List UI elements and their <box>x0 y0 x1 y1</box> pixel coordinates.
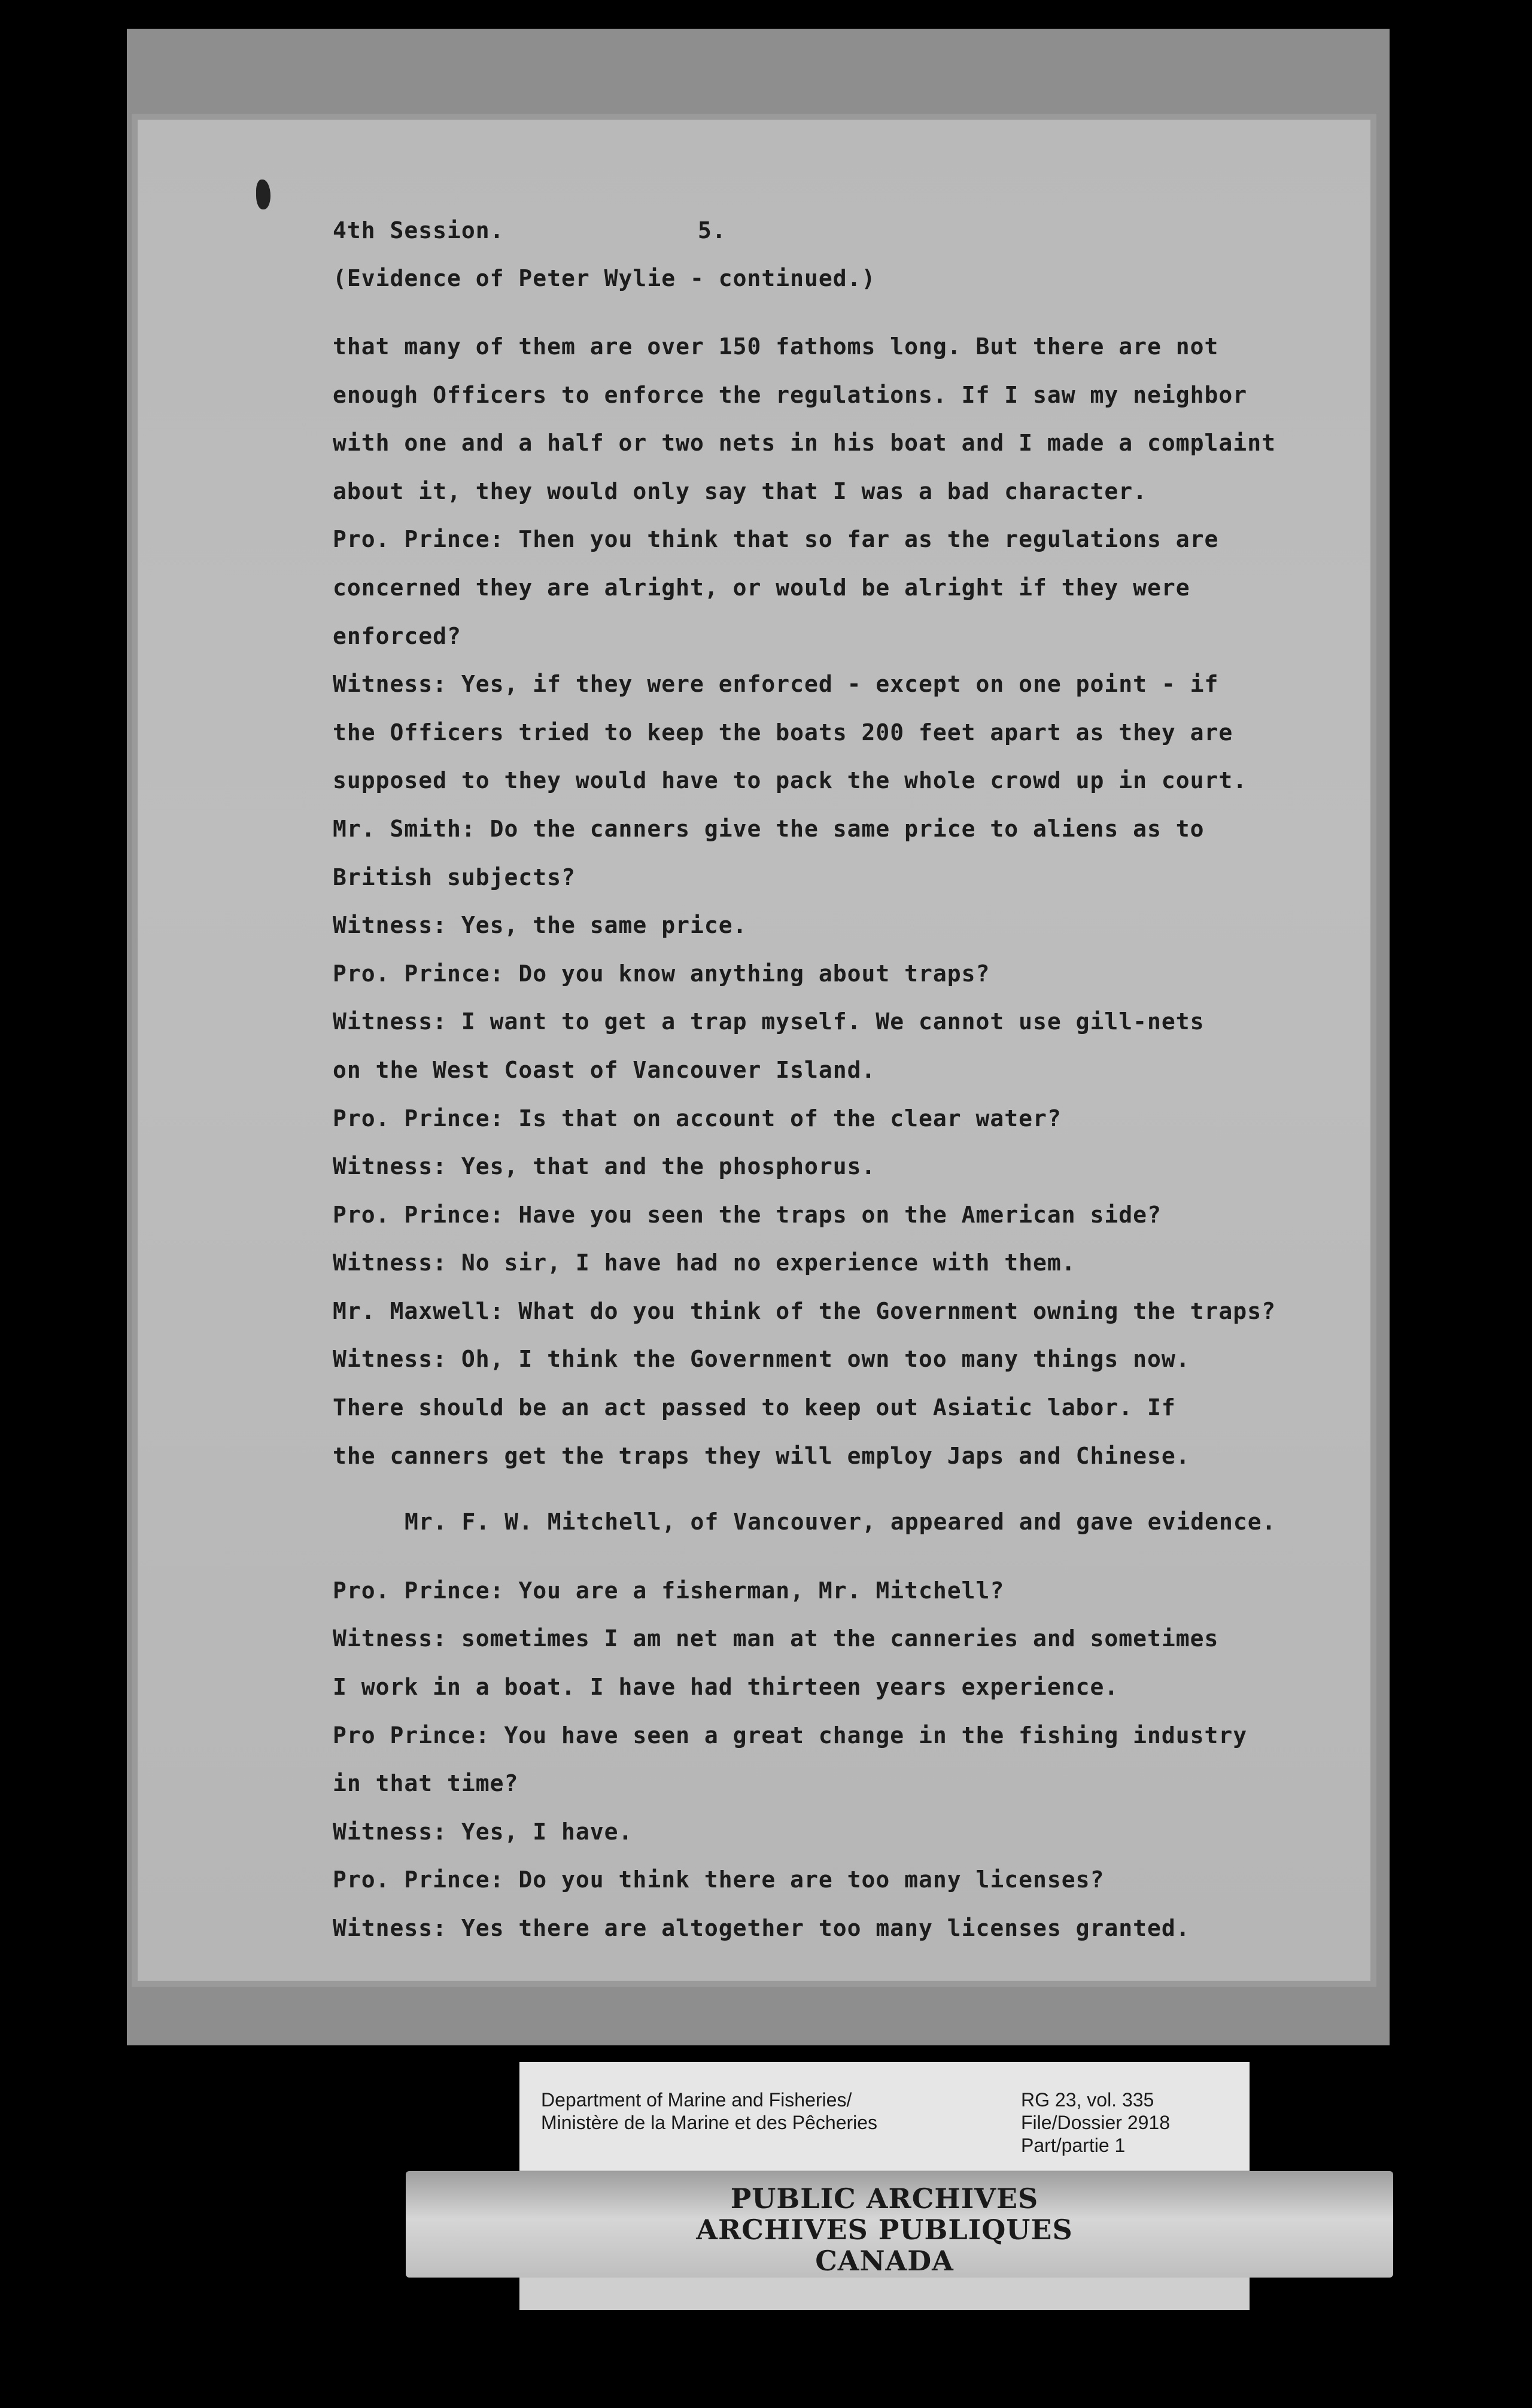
department-en: Department of Marine and Fisheries/ <box>541 2089 852 2111</box>
typed-document <box>333 206 1314 1953</box>
transcript-line: concerned they are alright, or would be alright if they were <box>333 574 1190 601</box>
archive-label <box>519 2062 1250 2170</box>
transcript-line: There should be an act passed to keep out Asiatic labor. If <box>333 1394 1176 1421</box>
transcript-line: enforced? <box>333 622 461 649</box>
transcript-line: on the West Coast of Vancouver Island. <box>333 1056 876 1083</box>
transcript-line: I work in a boat. I have had thirteen years experience. <box>333 1674 1119 1701</box>
transcript-line: Witness: Yes, I have. <box>333 1818 633 1845</box>
transcript-line: Witness: Yes there are altogether too many licenses granted. <box>333 1915 1190 1941</box>
transcript-line: the canners get the traps they will employ Japs and Chinese. <box>333 1442 1190 1469</box>
transcript-line: the Officers tried to keep the boats 200 feet apart as they are <box>333 719 1233 746</box>
transcript-line: Pro. Prince: Do you think there are too many licenses? <box>333 1866 1105 1893</box>
session-label: 4th Session. <box>333 217 504 244</box>
witness-intro: Mr. F. W. Mitchell, of Vancouver, appeared and gave evidence. <box>405 1509 1276 1536</box>
transcript-line: Pro. Prince: Do you know anything about traps? <box>333 960 990 987</box>
transcript-line: Pro Prince: You have seen a great change in the fishing industry <box>333 1722 1248 1749</box>
transcript-line: Witness: Yes, the same price. <box>333 912 747 939</box>
transcript-line: Witness: Oh, I think the Government own too many things now. <box>333 1346 1190 1373</box>
transcript-line: Mr. Smith: Do the canners give the same price to aliens as to <box>333 815 1205 842</box>
transcript-line: Pro. Prince: Is that on account of the clear water? <box>333 1105 1062 1132</box>
transcript-line: Mr. Maxwell: What do you think of the Government owning the traps? <box>333 1297 1276 1324</box>
page-number: 5. <box>698 217 727 244</box>
stamp-line: PUBLIC ARCHIVES <box>730 2182 1039 2215</box>
transcript-line: that many of them are over 150 fathoms long. But there are not <box>333 333 1219 360</box>
stamp-line: ARCHIVES PUBLIQUES <box>696 2214 1073 2246</box>
punch-hole-icon <box>256 180 270 209</box>
transcript-line: in that time? <box>333 1770 519 1797</box>
page-header <box>333 206 1314 254</box>
transcript-line: Witness: I want to get a trap myself. We cannot use gill-nets <box>333 1008 1205 1035</box>
record-group: RG 23, vol. 335 <box>1021 2089 1154 2111</box>
transcript-line: Witness: Yes, if they were enforced - except on one point - if <box>333 671 1219 698</box>
file-number: File/Dossier 2918 <box>1021 2112 1170 2133</box>
archive-reference <box>1021 2088 1170 2157</box>
transcript-line: enough Officers to enforce the regulations. If I saw my neighbor <box>333 381 1248 408</box>
transcript-line: Witness: sometimes I am net man at the canneries and sometimes <box>333 1625 1219 1652</box>
transcript-line: Pro. Prince: Then you think that so far as the regulations are <box>333 526 1219 553</box>
archive-stamp <box>519 2171 1250 2276</box>
transcript-line: with one and a half or two nets in his boat and I made a complaint <box>333 430 1276 457</box>
transcript-line: Pro. Prince: You are a fisherman, Mr. Mitchell? <box>333 1577 1005 1604</box>
transcript-line: Witness: Yes, that and the phosphorus. <box>333 1153 876 1180</box>
department-fr: Ministère de la Marine et des Pêcheries <box>541 2112 878 2133</box>
transcript-line: Witness: No sir, I have had no experience with them. <box>333 1249 1076 1276</box>
transcript-line: about it, they would only say that I was a bad character. <box>333 478 1148 504</box>
department-name <box>541 2088 877 2134</box>
evidence-heading: (Evidence of Peter Wylie - continued.) <box>333 265 876 291</box>
transcript-line: Pro. Prince: Have you seen the traps on the American side? <box>333 1201 1162 1228</box>
part-number: Part/partie 1 <box>1021 2135 1126 2156</box>
transcript-line: supposed to they would have to pack the whole crowd up in court. <box>333 767 1248 794</box>
transcript-line: British subjects? <box>333 864 576 890</box>
stamp-line: CANADA <box>815 2245 954 2277</box>
